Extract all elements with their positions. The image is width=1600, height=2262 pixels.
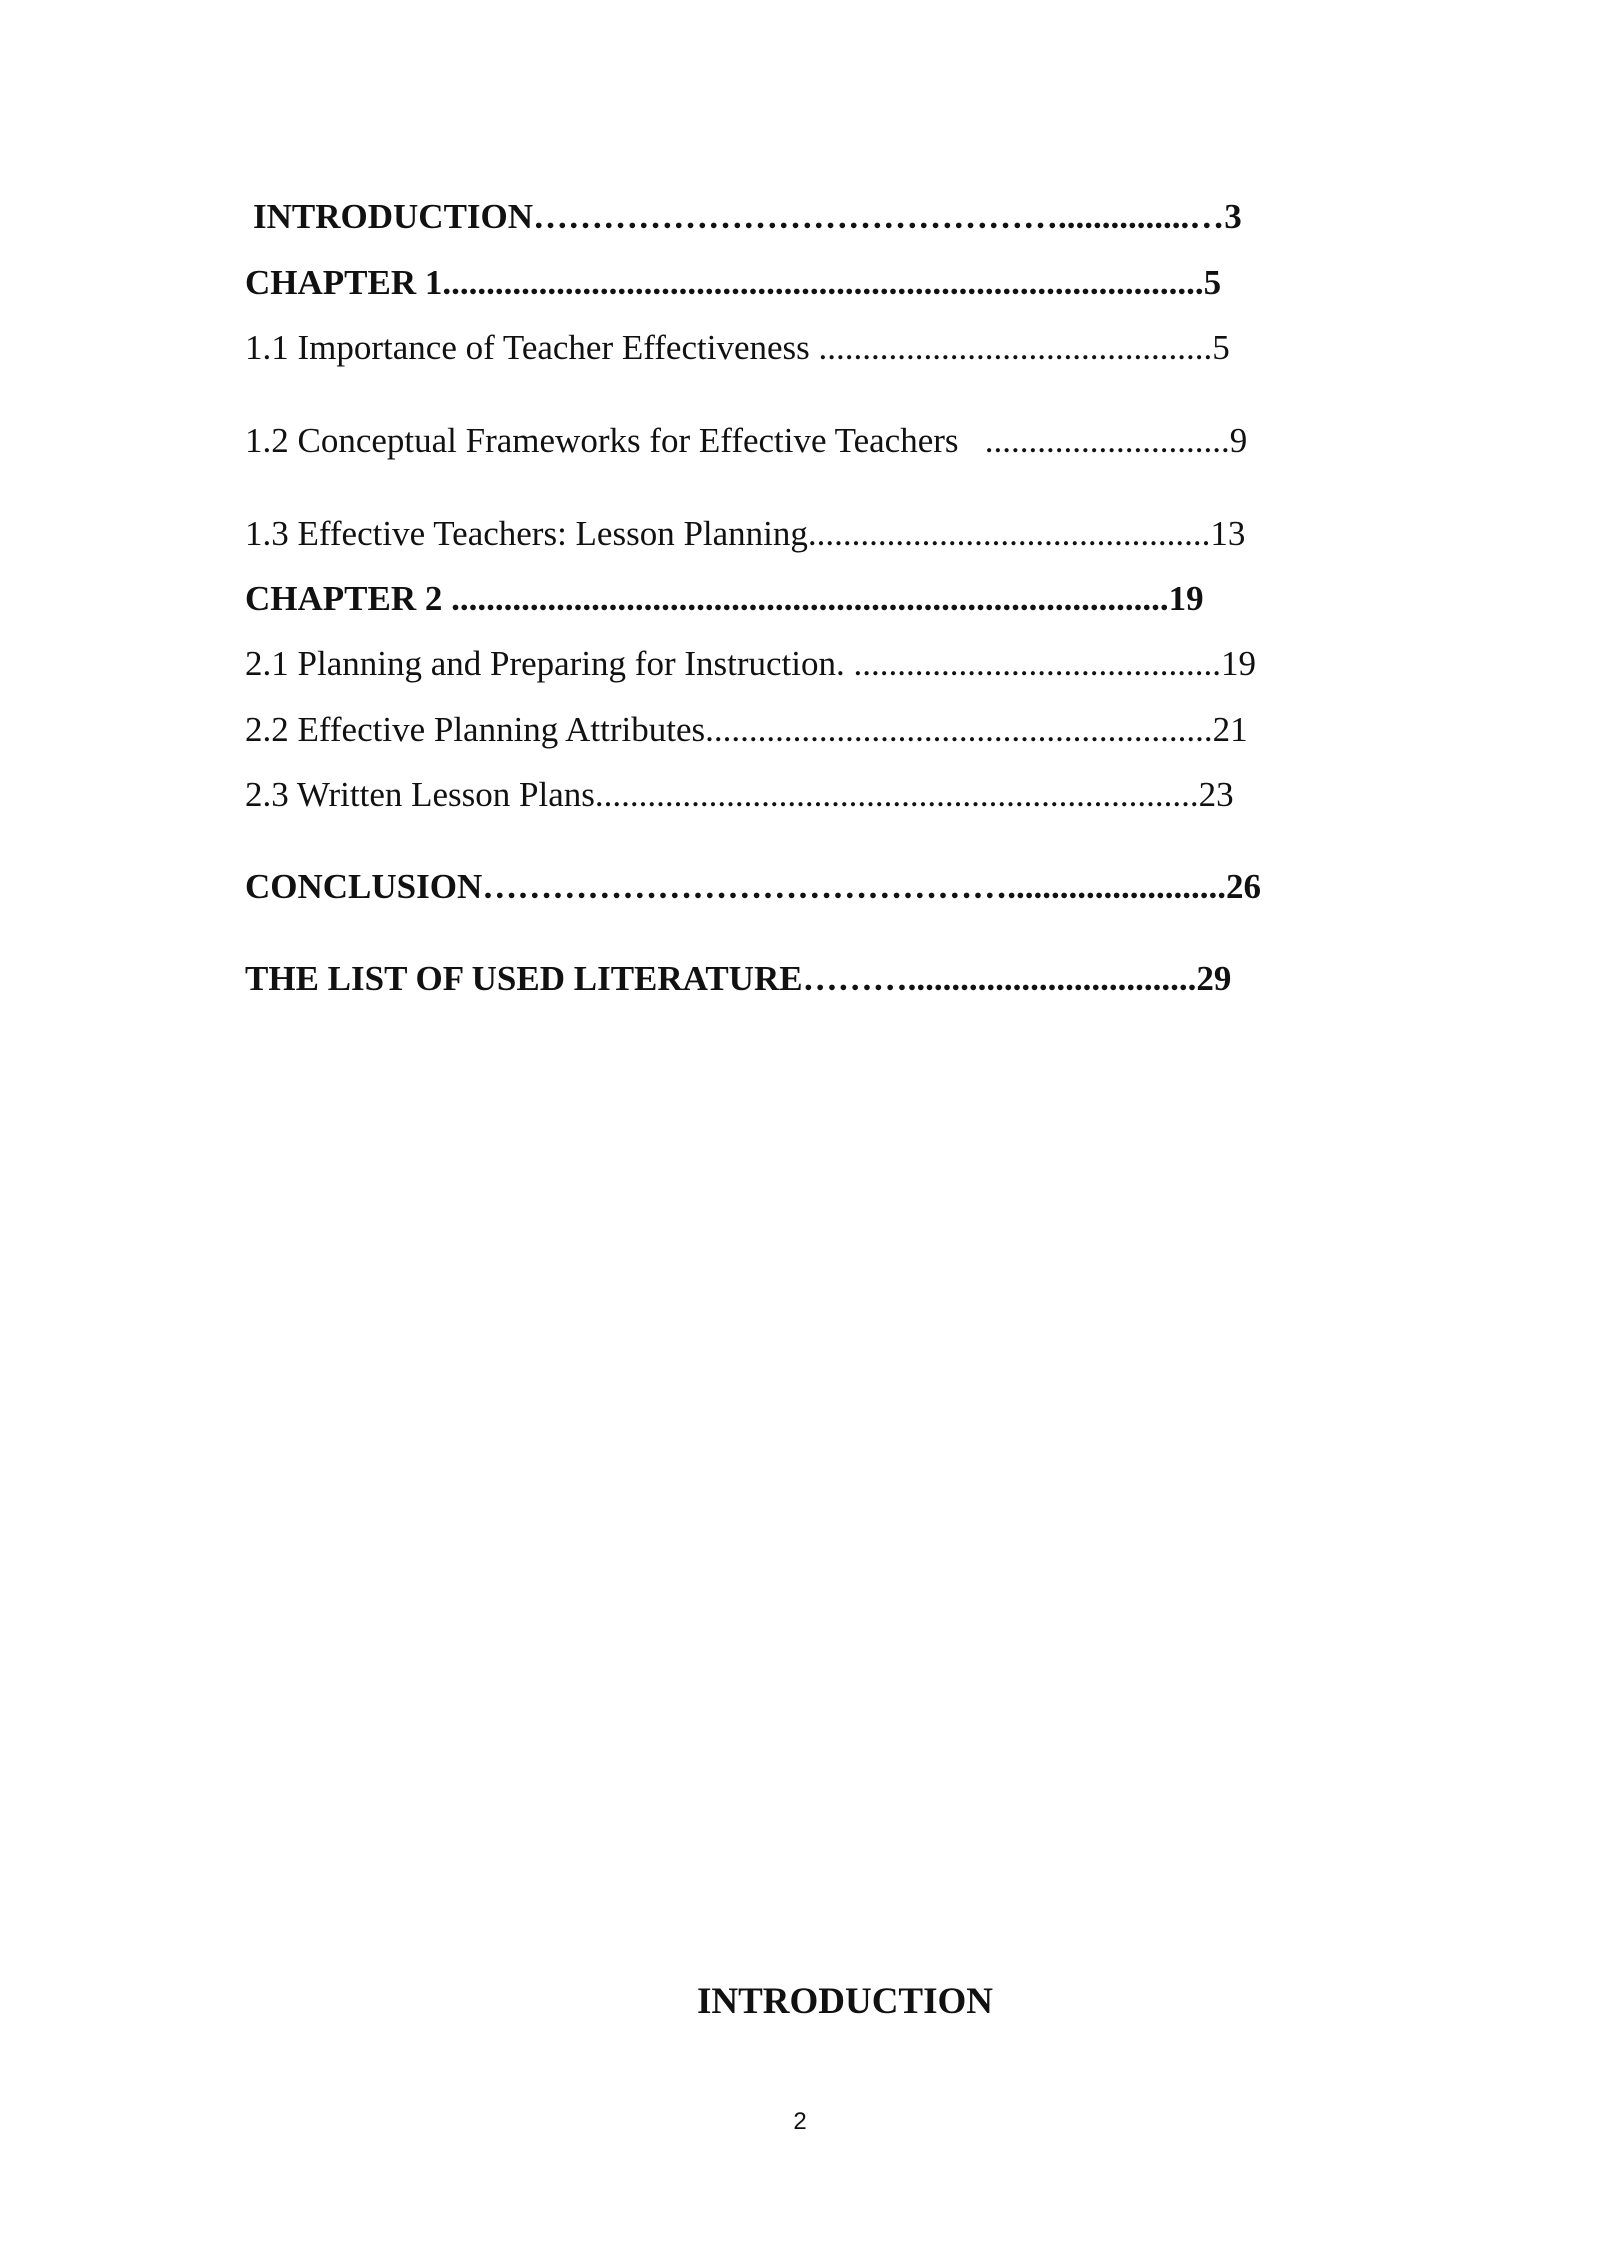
toc-entry-chapter-1: CHAPTER 1.......................................................................................5 [245, 263, 1222, 302]
toc-entry-chapter-2: CHAPTER 2 ..................................................................................19 [245, 579, 1204, 618]
toc-entry-literature: THE LIST OF USED LITERATURE……….................................29 [245, 959, 1232, 998]
toc-entry-1-3: 1.3 Effective Teachers: Lesson Planning..............................................13 [245, 514, 1246, 553]
toc-entry-1-1: 1.1 Importance of Teacher Effectiveness .............................................5 [245, 328, 1230, 367]
toc-entry-1-2: 1.2 Conceptual Frameworks for Effective Teachers ............................9 [245, 421, 1248, 460]
section-heading: INTRODUCTION [696, 1981, 994, 2022]
toc-entry-2-3: 2.3 Written Lesson Plans.....................................................................23 [245, 775, 1234, 814]
toc-entry-2-2: 2.2 Effective Planning Attributes..........................................................21 [245, 710, 1248, 749]
page-number: 2 [793, 2108, 807, 2135]
toc-entry-conclusion: CONCLUSION……………………………………….........................26 [245, 867, 1262, 906]
toc-entry-2-1: 2.1 Planning and Preparing for Instruction. ..........................................19 [245, 644, 1257, 683]
toc-entry-introduction: INTRODUCTION………………………………………...............…3 [253, 197, 1242, 236]
